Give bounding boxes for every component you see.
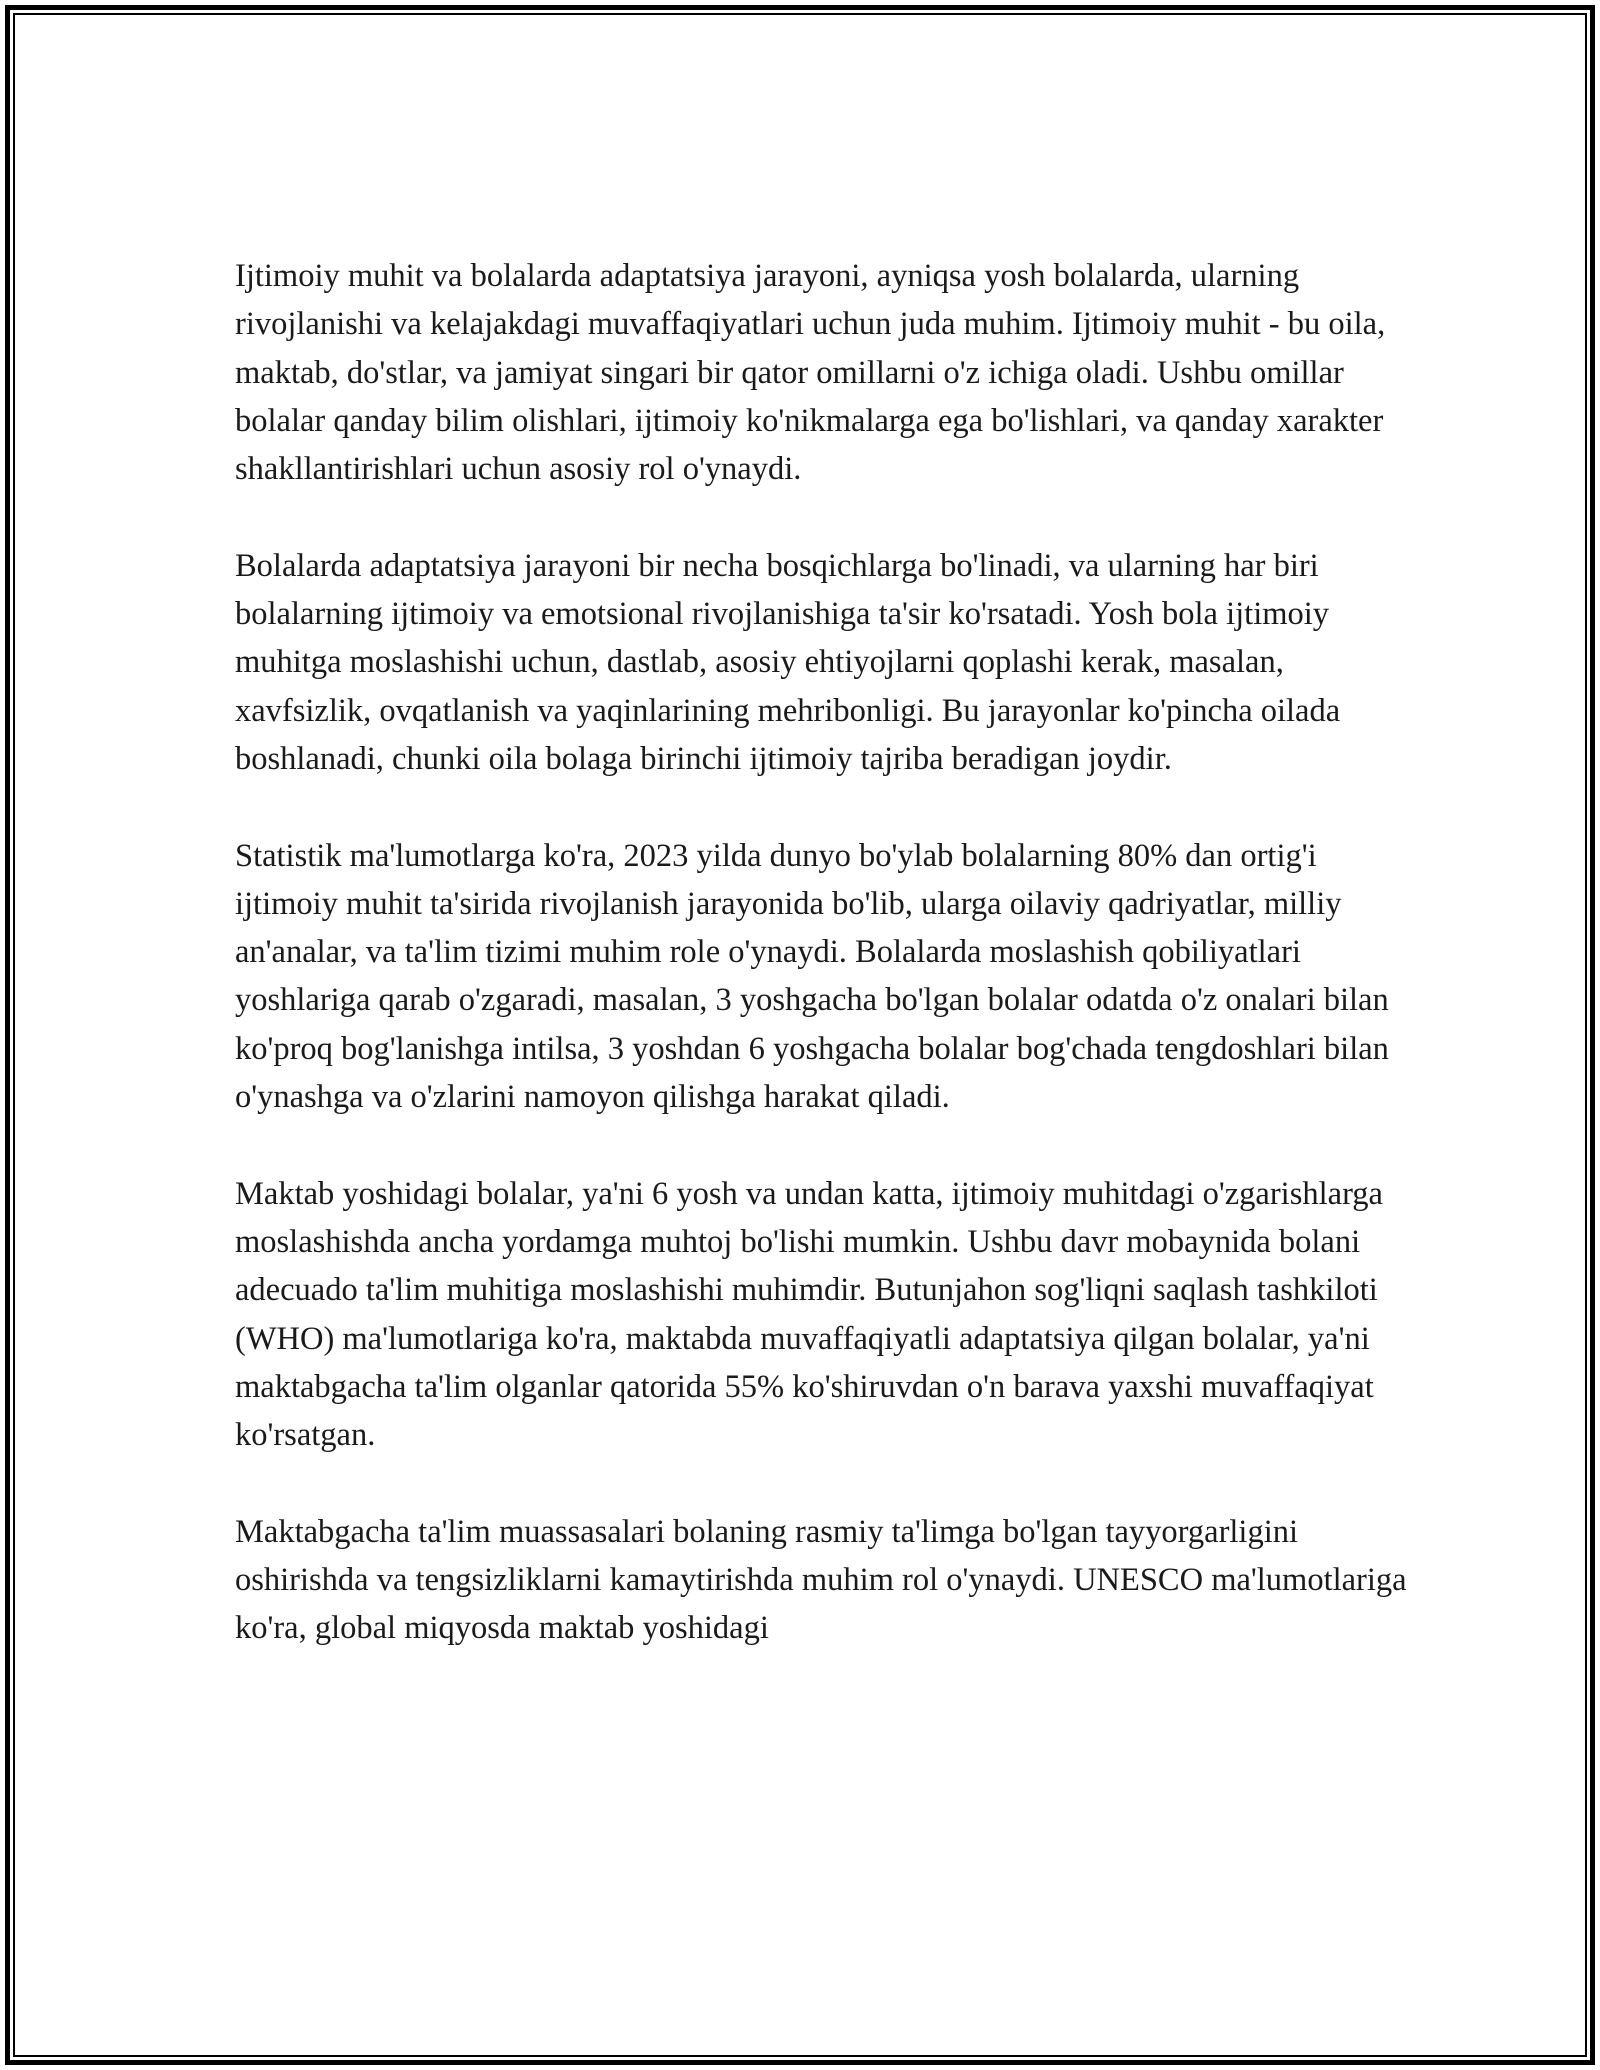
paragraph: Maktab yoshidagi bolalar, ya'ni 6 yosh va undan katta, ijtimoiy muhitdagi o'zgarishlarga moslashishda ancha yordamga muhtoj bo'lishi mumkin. Ushbu davr mobaynida bolani adecuado ta'lim muhitiga moslashishi muhimdir. Butunjahon sog'liqni saqlash tashkiloti (WHO) ma'lumotlariga ko'ra, maktabda muvaffaqiyatli adaptatsiya qilgan bolalar, ya'ni maktabgacha ta'lim olganlar qatorida 55% ko'shiruvdan o'n barava yaxshi muvaffaqiyat ko'rsatgan. bbox=[235, 1175, 1383, 1454]
paragraph: Statistik ma'lumotlarga ko'ra, 2023 yilda dunyo bo'ylab bolalarning 80% dan ortig'i ijtimoiy muhit ta'sirida rivojlanish jarayonida bo'lib, ularga oilaviy qadriyatlar, milliy an'analar, va ta'lim tizimi muhim role o'ynaydi. Bolalarda moslashish qobiliyatlari yoshlariga qarab o'zgaradi, masalan, 3 yoshgacha bo'lgan bolalar odatda o'z onalari bilan ko'proq bog'lanishga intilsa, 3 yoshdan 6 yoshgacha bolalar bog'chada tengdoshlari bilan o'ynashga va o'zlarini namoyon qilishga harakat qiladi. bbox=[235, 837, 1389, 1116]
document-body bbox=[235, 252, 1415, 1701]
paragraph: Ijtimoiy muhit va bolalarda adaptatsiya jarayoni, ayniqsa yosh bolalarda, ularning rivojlanishi va kelajakdagi muvaffaqiyatlari uchun juda muhim. Ijtimoiy muhit - bu oila, maktab, do'stlar, va jamiyat singari bir qator omillarni o'z ichiga oladi. Ushbu omillar bolalar qanday bilim olishlari, ijtimoiy ko'nikmalarga ega bo'lishlari, va qanday xarakter shakllantirishlari uchun asosiy rol o'ynaydi. bbox=[235, 258, 1386, 488]
paragraph: Maktabgacha ta'lim muassasalari bolaning rasmiy ta'limga bo'lgan tayyorgarligini oshirishda va tengsizliklarni kamaytirishda muhim rol o'ynaydi. UNESCO ma'lumotlariga ko'ra, global miqyosda maktab yoshidagi bbox=[235, 1513, 1407, 1647]
paragraph: Bolalarda adaptatsiya jarayoni bir necha bosqichlarga bo'linadi, va ularning har biri bolalarning ijtimoiy va emotsional rivojlanishiga ta'sir ko'rsatadi. Yosh bola ijtimoiy muhitga moslashishi uchun, dastlab, asosiy ehtiyojlarni qoplashi kerak, masalan, xavfsizlik, ovqatlanish va yaqinlarining mehribonligi. Bu jarayonlar ko'pincha oilada boshlanadi, chunki oila bolaga birinchi ijtimoiy tajriba beradigan joydir. bbox=[235, 547, 1341, 777]
